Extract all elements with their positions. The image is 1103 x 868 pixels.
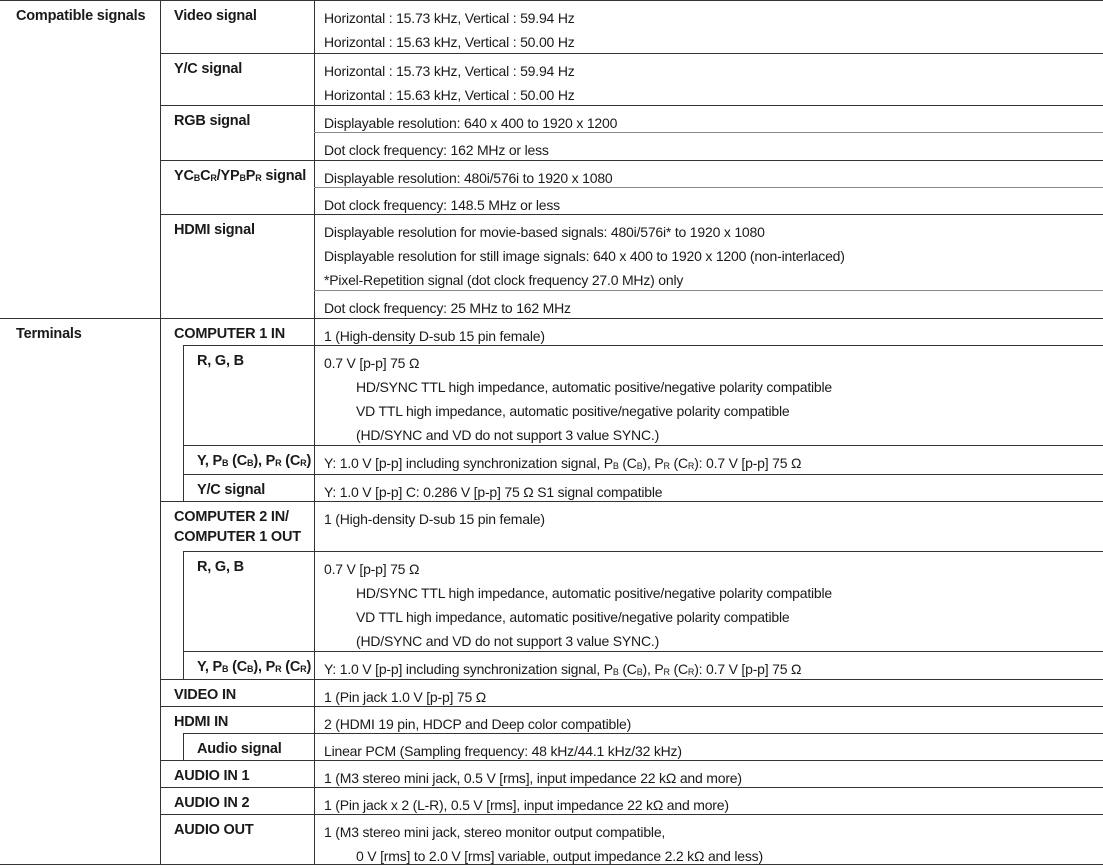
divider: [0, 0, 1103, 1]
divider: [183, 445, 1103, 446]
row-values: Displayable resolution for movie-based signals: 480i/576i* to 1920 x 1080 Displayable resolution for still image signals: 640 x 400 to 1920 x 1200 (non-interlaced) *Pixel-Repetition signal (dot clock frequency 27.0 MHz) only: [324, 224, 845, 288]
row-label: HDMI signal: [174, 222, 255, 238]
divider: [160, 706, 1103, 707]
table-row: [0, 318, 1103, 345]
divider: [183, 733, 1103, 734]
divider: [314, 290, 1103, 291]
divider: [314, 132, 1103, 133]
table-row: [0, 0, 1103, 53]
row-values: Dot clock frequency: 148.5 MHz or less: [324, 197, 560, 213]
row-label: Audio signal: [197, 741, 282, 757]
category-terminals: Terminals: [16, 326, 82, 342]
table-row: [0, 345, 1103, 445]
table-row: [0, 214, 1103, 290]
row-label: $YC_BC_R/YP_BP_R$ signal: [174, 168, 307, 184]
row-values: Dot clock frequency: 162 MHz or less: [324, 142, 549, 158]
row-label: HDMI IN: [174, 714, 229, 730]
table-row: [0, 445, 1103, 474]
divider: [160, 53, 1103, 54]
divider: [0, 318, 1103, 319]
divider: [183, 345, 184, 501]
divider: [160, 160, 1103, 161]
row-label: Y, $P_B$ $(C_B)$, $P_R$ $(C_R)$: [197, 659, 312, 675]
divider: [183, 345, 1103, 346]
row-values: Dot clock frequency: 25 MHz to 162 MHz: [324, 300, 571, 316]
table-row: [0, 290, 1103, 318]
table-row: [0, 53, 1103, 105]
divider: [0, 864, 1103, 865]
row-label: RGB signal: [174, 113, 251, 129]
row-values: 0.7 V [p-p] 75 Ω HD/SYNC TTL high impedance, automatic positive/negative polarity compatible VD TTL high impedance, automatic positive/negative polarity compatible (HD/SYNC and VD do not support 3 value SYNC.): [324, 355, 833, 443]
table-row: [0, 501, 1103, 551]
row-label: Y/C signal: [197, 482, 266, 498]
table-row: [0, 760, 1103, 787]
table-row: [0, 160, 1103, 187]
row-label: R, G, B: [197, 559, 244, 575]
divider: [183, 474, 1103, 475]
row-values: 1 (Pin jack x 2 (L-R), 0.5 V [rms], input impedance 22 kΩ and more): [324, 797, 729, 813]
divider: [183, 551, 184, 679]
row-values: 1 (High-density D-sub 15 pin female): [324, 328, 545, 344]
divider: [183, 733, 184, 760]
row-label: AUDIO IN 1: [174, 768, 250, 784]
divider: [183, 551, 1103, 552]
divider: [160, 814, 1103, 815]
divider: [160, 679, 1103, 680]
row-label: Y/C signal: [174, 61, 243, 77]
divider: [183, 651, 1103, 652]
row-values: 1 (High-density D-sub 15 pin female): [324, 511, 545, 527]
table-row: [0, 187, 1103, 214]
row-values: 1 (M3 stereo mini jack, 0.5 V [rms], input impedance 22 kΩ and more): [324, 770, 742, 786]
table-row: [0, 787, 1103, 814]
row-values: Y: 1.0 V [p-p] C: 0.286 V [p-p] 75 Ω S1 signal compatible: [324, 484, 663, 500]
table-row: [0, 651, 1103, 679]
table-row: [0, 706, 1103, 733]
table-row: [0, 105, 1103, 132]
row-label: COMPUTER 1 IN: [174, 326, 285, 342]
row-label: Video signal: [174, 8, 257, 24]
row-label: Y, $P_B$ $(C_B)$, $P_R$ $(C_R)$: [197, 453, 312, 469]
table-row: [0, 814, 1103, 864]
row-values: 2 (HDMI 19 pin, HDCP and Deep color compatible): [324, 716, 632, 732]
row-label: VIDEO IN: [174, 687, 237, 703]
row-label: COMPUTER 2 IN/ COMPUTER 1 OUT: [174, 509, 301, 545]
table-row: [0, 679, 1103, 706]
row-label: AUDIO IN 2: [174, 795, 250, 811]
divider: [160, 0, 161, 864]
table-row: [0, 733, 1103, 760]
row-values: Displayable resolution: 480i/576i to 1920 x 1080: [324, 170, 613, 186]
row-label: AUDIO OUT: [174, 822, 254, 838]
category-compatible-signals: Compatible signals: [16, 8, 146, 24]
row-values: Displayable resolution: 640 x 400 to 1920 x 1200: [324, 115, 618, 131]
divider: [160, 214, 1103, 215]
row-value-ypbpr: Y: 1.0 V [p-p] including synchronization signal, $P_B$ $(C_B)$, $P_R$ $(C_R)$: 0.7 V [p-p] 75 Ω: [324, 455, 802, 471]
table-row: [0, 474, 1103, 501]
row-values: Horizontal : 15.73 kHz, Vertical : 59.94 Hz Horizontal : 15.63 kHz, Vertical : 50.00 Hz: [324, 63, 575, 103]
row-values: 1 (Pin jack 1.0 V [p-p] 75 Ω: [324, 689, 487, 705]
row-values: Horizontal : 15.73 kHz, Vertical : 59.94 Hz Horizontal : 15.63 kHz, Vertical : 50.00 Hz: [324, 10, 575, 50]
divider: [160, 760, 1103, 761]
divider: [160, 787, 1103, 788]
table-row: [0, 132, 1103, 159]
divider: [314, 187, 1103, 188]
row-values: 0.7 V [p-p] 75 Ω HD/SYNC TTL high impedance, automatic positive/negative polarity compatible VD TTL high impedance, automatic positive/negative polarity compatible (HD/SYNC and VD do not support 3 value SYNC.): [324, 561, 833, 649]
row-values: Linear PCM (Sampling frequency: 48 kHz/44.1 kHz/32 kHz): [324, 743, 682, 759]
divider: [160, 105, 1103, 106]
row-value-ypbpr: Y: 1.0 V [p-p] including synchronization signal, $P_B$ $(C_B)$, $P_R$ $(C_R)$: 0.7 V [p-p] 75 Ω: [324, 661, 802, 677]
row-label: R, G, B: [197, 353, 244, 369]
divider: [314, 0, 315, 864]
divider: [160, 501, 1103, 502]
row-values: 1 (M3 stereo mini jack, stereo monitor output compatible, 0 V [rms] to 2.0 V [rms] variable, output impedance 2.2 kΩ and less): [324, 824, 763, 864]
table-row: [0, 551, 1103, 651]
